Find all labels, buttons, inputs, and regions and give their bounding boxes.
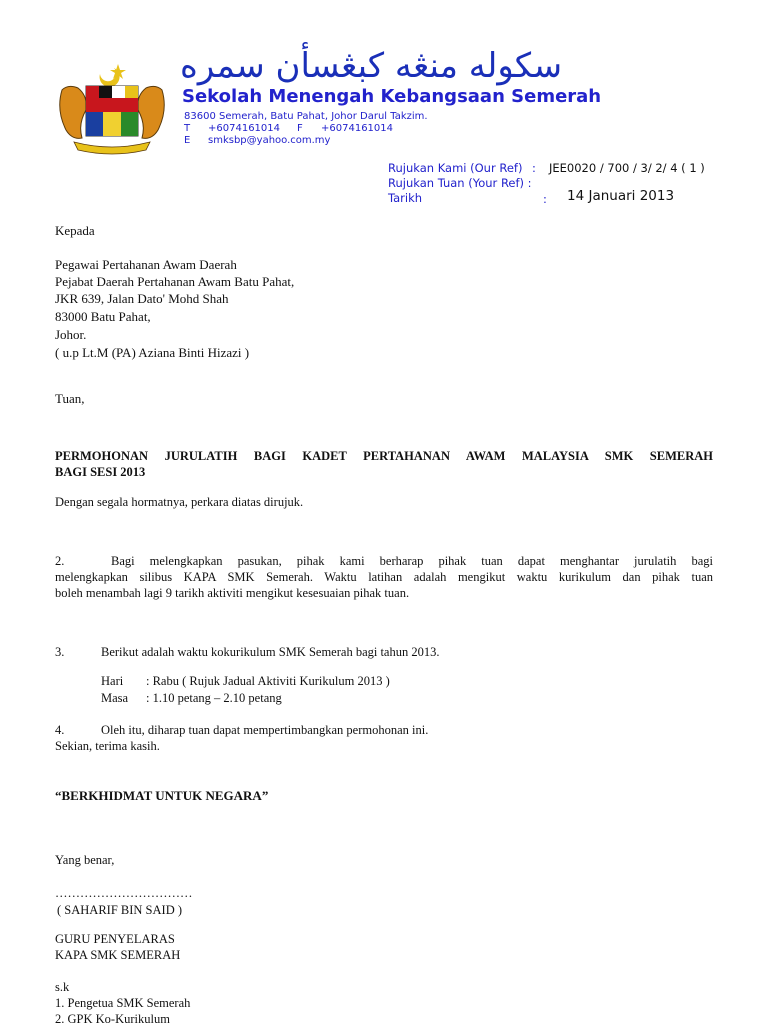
recipient-line: Pegawai Pertahanan Awam Daerah — [55, 257, 237, 272]
closing-line: Sekian, terima kasih. — [55, 739, 160, 753]
your-ref-label: Rujukan Tuan (Your Ref) : — [388, 176, 532, 190]
day-label: Hari — [101, 674, 124, 688]
cc-label: s.k — [55, 980, 70, 994]
para2-line-1: Bagi melengkapkan pasukan, pihak kami berharap pihak tuan dapat menghantar jurulatih bagi — [111, 554, 713, 568]
para2-line-3: boleh menambah lagi 9 tarikh aktiviti mengikut kesesuaian pihak tuan. — [55, 586, 410, 600]
signature-line: …………………………… — [55, 886, 193, 900]
opening-line: Dengan segala hormatnya, perkara diatas dirujuk. — [55, 495, 304, 509]
recipient-line: Pejabat Daerah Pertahanan Awam Batu Pahat, — [55, 274, 295, 289]
motto: “BERKHIDMAT UNTUK NEGARA” — [55, 788, 269, 803]
school-address: 83600 Semerah, Batu Pahat, Johor Darul Takzim. — [184, 111, 428, 122]
para4-number: 4. — [55, 723, 65, 737]
our-ref-separator: : — [532, 161, 536, 175]
phone-label: T — [184, 123, 191, 134]
subject-line-1: PERMOHONAN JURULATIH BAGI KADET PERTAHANAN AWAM MALAYSIA SMK SEMERAH — [55, 449, 713, 463]
salutation: Tuan, — [55, 391, 85, 406]
fax-number: +6074161014 — [321, 123, 394, 134]
date-separator: : — [543, 192, 547, 206]
to-label: Kepada — [55, 223, 95, 238]
para3-number: 3. — [55, 645, 65, 659]
signatory-title-1: GURU PENYELARAS — [55, 932, 175, 946]
school-name: Sekolah Menengah Kebangsaan Semerah — [182, 86, 602, 107]
email-label: E — [184, 135, 191, 146]
para2-number: 2. — [55, 554, 65, 568]
yours-sincerely: Yang benar, — [55, 853, 115, 867]
phone-number: +6074161014 — [208, 123, 281, 134]
recipient-line: JKR 639, Jalan Dato' Mohd Shah — [55, 291, 229, 306]
date-value: 14 Januari 2013 — [567, 188, 675, 204]
subject-line-2: BAGI SESI 2013 — [55, 465, 146, 479]
email-address: smksbp@yahoo.com.my — [208, 135, 331, 146]
cc-item: 1. Pengetua SMK Semerah — [55, 996, 191, 1010]
recipient-line: 83000 Batu Pahat, — [55, 309, 151, 324]
fax-label: F — [297, 123, 303, 134]
date-label: Tarikh — [388, 191, 423, 205]
cc-item: 2. GPK Ko-Kurikulum — [55, 1012, 170, 1026]
our-ref-value: JEE0020 / 700 / 3/ 2/ 4 ( 1 ) — [549, 161, 705, 175]
signatory-name: ( SAHARIF BIN SAID ) — [57, 903, 183, 917]
day-value: : Rabu ( Rujuk Jadual Aktiviti Kurikulum 2013 ) — [146, 674, 390, 688]
our-ref-label: Rujukan Kami (Our Ref) — [388, 161, 523, 175]
school-name-jawi: سکوله منڠه کبڠسأن سمره — [180, 46, 563, 86]
para4-text: Oleh itu, diharap tuan dapat mempertimbangkan permohonan ini. — [101, 723, 429, 737]
recipient-attention: ( u.p Lt.M (PA) Aziana Binti Hizazi ) — [55, 345, 250, 360]
coat-of-arms-logo — [52, 60, 172, 156]
time-value: : 1.10 petang – 2.10 petang — [146, 691, 282, 705]
para3-text: Berikut adalah waktu kokurikulum SMK Semerah bagi tahun 2013. — [101, 645, 440, 659]
recipient-line: Johor. — [55, 327, 87, 342]
para2-line-2: melengkapkan silibus KAPA SMK Semerah. Waktu latihan adalah mengikut waktu kurikulum dan pihak tuan — [55, 570, 713, 584]
time-label: Masa — [101, 691, 129, 705]
signatory-title-2: KAPA SMK SEMERAH — [55, 948, 181, 962]
